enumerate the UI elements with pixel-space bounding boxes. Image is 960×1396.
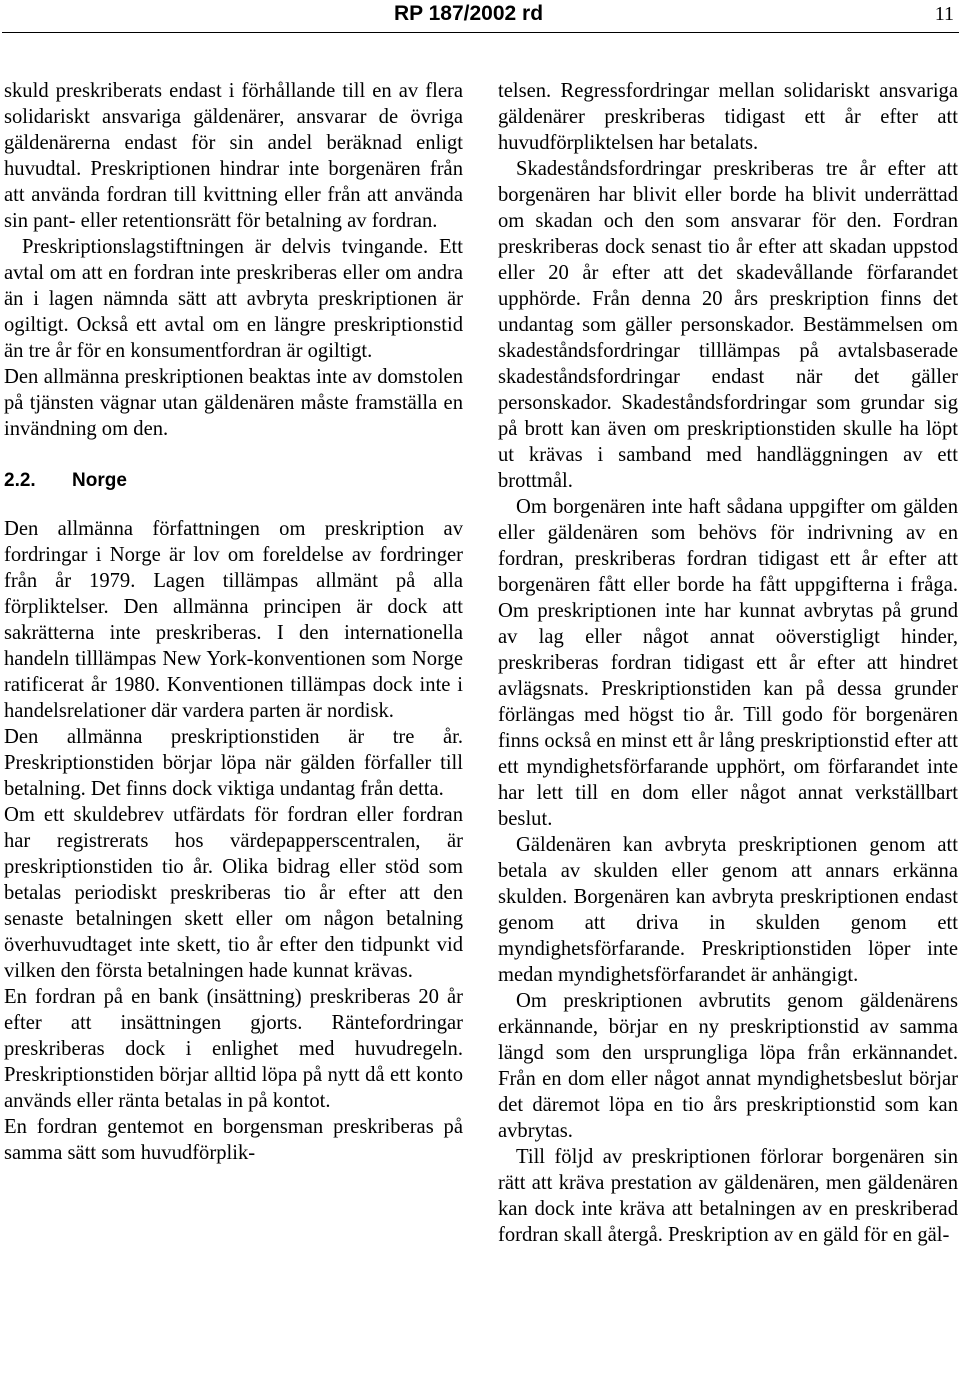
left-column [4, 78, 463, 1166]
page-header [0, 0, 960, 34]
paragraph: telsen. Regressfordringar mellan solidariskt ansvariga gäldenärer preskriberas tidigast ett år efter att huvudförpliktelsen har betalats. [498, 80, 958, 154]
paragraph: Om borgenären inte haft sådana uppgifter om gälden eller gäldenären som behövs för indrivning av en fordran, preskriberas fordran tidigast ett år efter att borgenären fått eller borde ha fått uppgifterna i fråga. Om preskriptionen inte har kunnat avbrytas på grund av lag eller något annat oöverstigligt hinder, preskriberas fordran tidigast ett år efter att hindret avlägsnats. Preskriptionstiden kan på dessa grunder förlängas med högst tio år. Till godo för borgenären finns också en minst ett år lång preskriptionstid efter att ett myndighetsförfarande upphört, om förfarandet inte har lett till en dom eller något annat verkställbart beslut. [498, 496, 958, 830]
paragraph: skuld preskriberats endast i förhållande till en av flera solidariskt ansvariga gäldenärer, ansvarar de övriga gäldenärerna endast för sin andel beräknad enligt huvudtal. Preskriptionen hindrar inte borgenären från att använda fordran till kvittning eller från att använda sin pant- eller retentionsrätt för betalning av fordran. [4, 80, 463, 232]
paragraph: Den allmänna preskriptionstiden är tre år. Preskriptionstiden börjar löpa när gälden förfaller till betalning. Det finns dock viktiga undantag från detta. [4, 726, 463, 800]
document-reference: RP 187/2002 rd [394, 2, 544, 25]
paragraph: Till följd av preskriptionen förlorar borgenären sin rätt att kräva prestation av gäldenären, men gäldenären kan dock inte kräva att betalningen av en preskriberad fordran skall återgå. Preskription av en gäld för en gäl- [498, 1146, 958, 1246]
paragraph: Preskriptionslagstiftningen är delvis tvingande. Ett avtal om att en fordran inte preskriberas eller om andra än i lagen nämnda sätt att avbryta preskriptionen är ogiltigt. Också ett avtal om en längre preskriptionstid än tre år för en konsumentfordran är ogiltigt. [4, 236, 463, 362]
paragraph: En fordran gentemot en borgensman preskriberas på samma sätt som huvudförplik- [4, 1116, 463, 1164]
section-number: 2.2. [4, 470, 36, 491]
paragraph: Den allmänna författningen om preskription av fordringar i Norge är lov om foreldelse av fordringer från år 1979. Lagen tillämpas allmänt på alla förpliktelser. Den allmänna principen är dock att sakrätterna inte preskriberas. I den internationella handeln tilllämpas New York-konventionen som Norge ratificerat år 1980. Konventionen tillämpas dock inte i handelsrelationer där vardera parten är nordisk. [4, 518, 463, 722]
paragraph: Om preskriptionen avbrutits genom gäldenärens erkännande, börjar en ny preskriptionstid av samma längd som den ursprungliga löpa från erkännandet. Från en dom eller något annat myndighetsbeslut börjar det däremot löpa en tio års preskriptionstid som kan avbrytas. [498, 990, 958, 1142]
paragraph: Om ett skuldebrev utfärdats för fordran eller fordran har registrerats hos värdepapperscentralen, är preskriptionstiden tio år. Olika bidrag eller stöd som betalas periodiskt preskriberas tio år efter att den senaste betalningen skett eller om någon betalning överhuvudtaget inte skett, tio år efter den tidpunkt vid vilken den första betalningen hade kunnat krävas. [4, 804, 463, 982]
page-number: 11 [934, 3, 954, 25]
section-title: Norge [72, 470, 127, 491]
paragraph: En fordran på en bank (insättning) preskriberas 20 år efter att insättningen gjorts. Räntefordringar preskriberas dock i enlighet med huvudregeln. Preskriptionstiden börjar alltid löpa på nytt då ett konto används eller ränta betalas in på kontot. [4, 986, 463, 1112]
paragraph: Gäldenären kan avbryta preskriptionen genom att betala av skulden eller genom att annars erkänna skulden. Borgenären kan avbryta preskriptionen endast genom att driva in skulden genom ett myndighetsförfarande. Preskriptionstiden löper inte medan myndighetsförfarandet är anhängigt. [498, 834, 958, 986]
paragraph: Skadeståndsfordringar preskriberas tre år efter att borgenären har blivit eller borde ha blivit underrättad om skadan och den som ansvarar för den. Fordran preskriberas dock senast tio år efter att skadan uppstod eller 20 år efter att det skadevållande förfarandet upphörde. Från denna 20 års preskription finns det undantag som gäller personskador. Bestämmelsen om skadeståndsfordringar tilllämpas på avtalsbaserade skadeståndsfordringar endast när det gäller personskador. Skadeståndsfordringar som grundar sig på brott kan även om preskriptionstiden skulle ha löpt ut krävas i samband med handläggningen av ett brottmål. [498, 158, 958, 492]
right-column [498, 78, 958, 1248]
section-heading [4, 468, 463, 494]
header-divider [2, 32, 959, 33]
paragraph: Den allmänna preskriptionen beaktas inte av domstolen på tjänsten vägnar utan gäldenären måste framställa en invändning om den. [4, 366, 463, 440]
